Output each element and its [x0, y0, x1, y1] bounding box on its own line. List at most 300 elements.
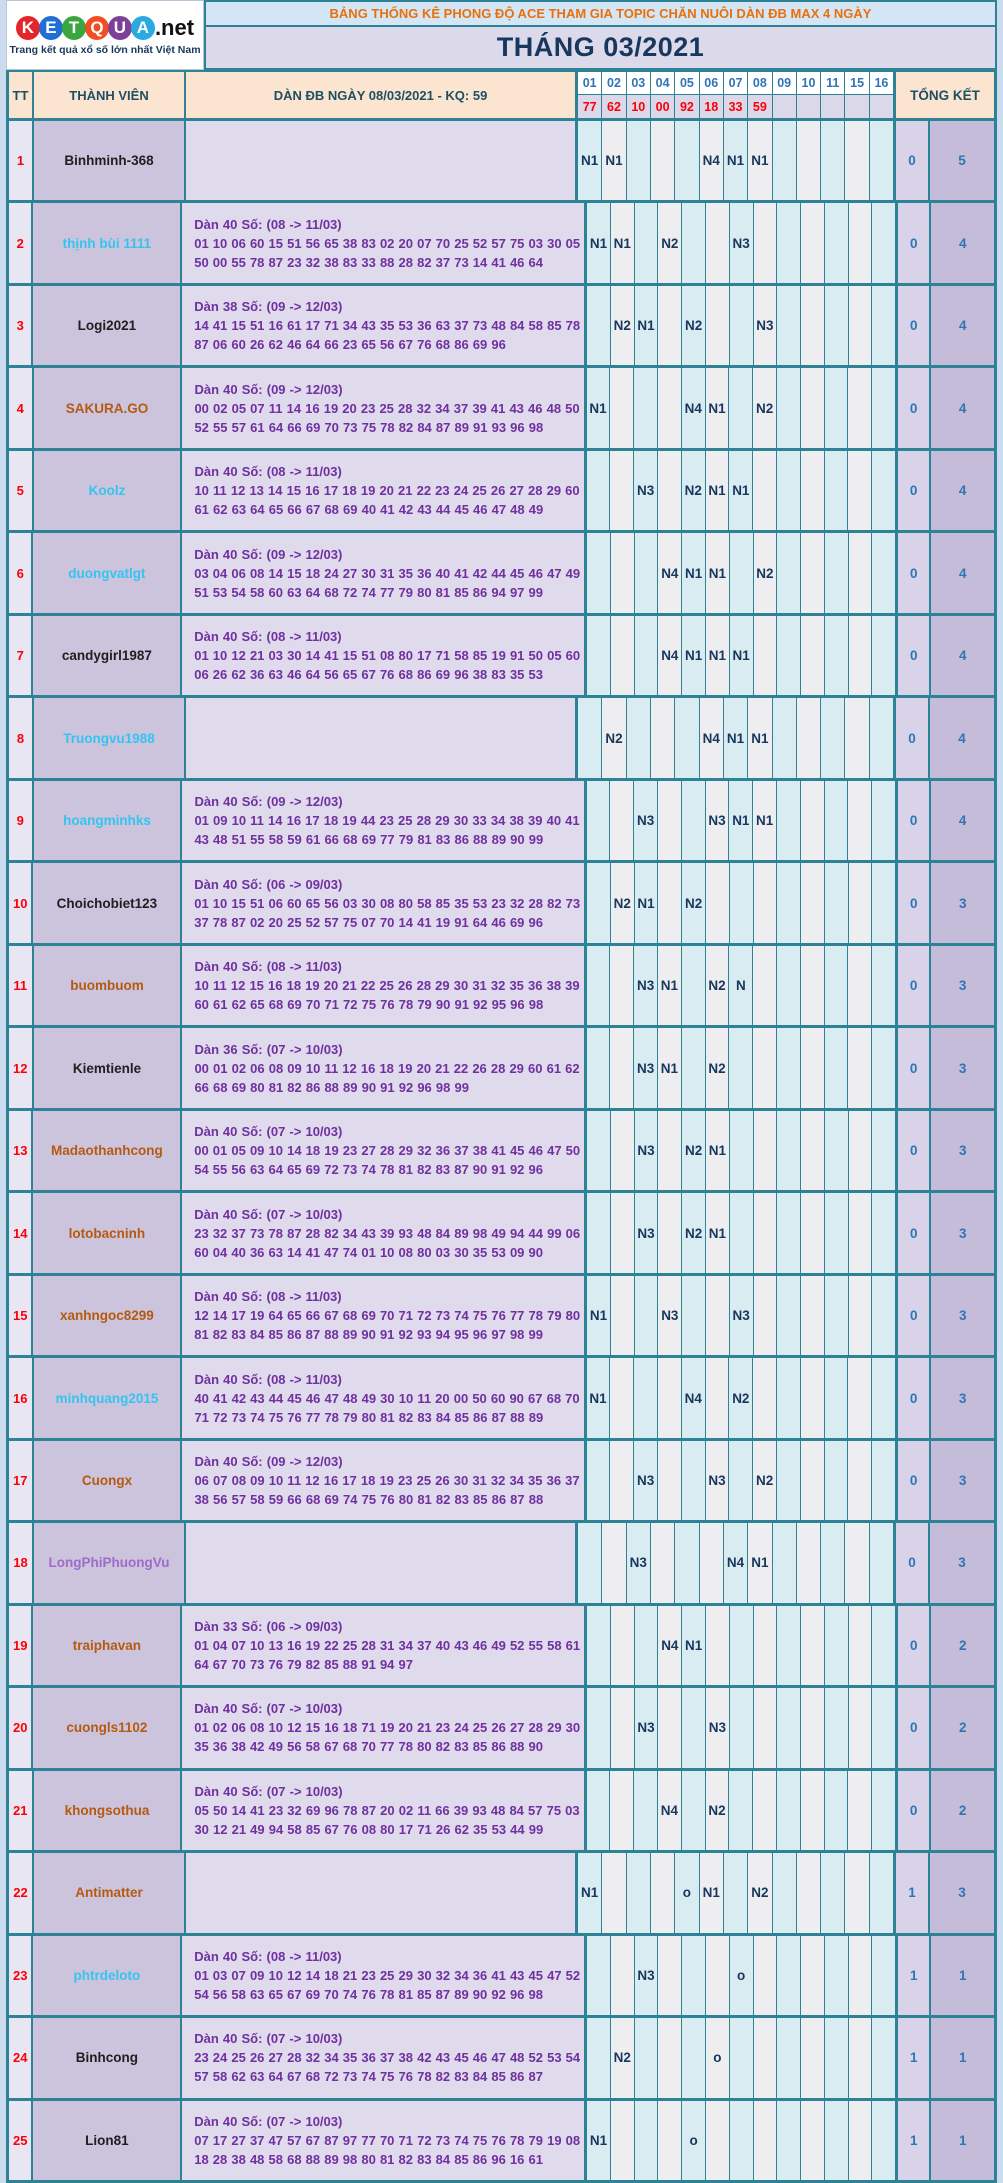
mark-cell: [848, 1936, 872, 2015]
member-name[interactable]: minhquang2015: [34, 1358, 183, 1437]
row-number: 13: [9, 1111, 33, 1190]
mark-cell: N3: [634, 1936, 658, 2015]
mark-cell: [705, 2101, 729, 2180]
mark-cell: [800, 2018, 824, 2097]
mark-cell: [657, 2018, 681, 2097]
mark-cell: [800, 1441, 824, 1520]
dan-line: Dàn 38 Số: (09 -> 12/03): [194, 299, 343, 315]
total-miss-count: 0: [895, 1193, 929, 1272]
total-miss-count: 0: [895, 1276, 929, 1355]
date-column-header: [747, 72, 771, 118]
mark-cell: [824, 616, 848, 695]
mark-cell: [609, 368, 633, 447]
mark-cell: [824, 863, 848, 942]
dan-line: Dàn 40 Số: (09 -> 12/03): [194, 794, 343, 810]
mark-cell: N2: [752, 368, 776, 447]
row-number: 25: [9, 2101, 33, 2180]
total-score: 2: [929, 1688, 994, 1767]
mark-cell: N3: [633, 451, 657, 530]
mark-cell: [610, 533, 634, 612]
mark-cell: [776, 368, 800, 447]
member-name[interactable]: phtrdeloto: [33, 1936, 182, 2015]
mark-cell: [844, 121, 868, 200]
logo-wordmark: [16, 15, 194, 41]
dan-numbers: [182, 1688, 584, 1767]
date-label: 04: [651, 72, 674, 95]
logo-letter-icon: E: [39, 16, 63, 40]
mark-cell: N3: [634, 1193, 658, 1272]
row-number: 7: [9, 616, 33, 695]
dan-line: 51 53 54 58 60 63 64 68 72 74 77 79 80 81 85 86 94 97 99: [194, 584, 543, 600]
mark-cell: [871, 1193, 895, 1272]
mark-cell: [776, 1028, 800, 1107]
mark-cell: [848, 863, 872, 942]
dan-line: 54 55 56 63 64 65 69 72 73 74 78 81 82 83 87 90 91 92 96: [194, 1162, 543, 1178]
mark-cell: [824, 451, 848, 530]
dan-numbers: [182, 368, 583, 447]
table-row: [9, 2015, 994, 2097]
result-value: 59: [748, 95, 771, 118]
row-number: 24: [9, 2018, 33, 2097]
mark-cell: [800, 946, 824, 1025]
dan-line: 03 04 06 08 14 15 18 24 27 30 31 35 36 40 41 42 44 45 46 47 49: [194, 565, 581, 581]
mark-cell: [729, 1193, 753, 1272]
row-number: 6: [9, 533, 33, 612]
mark-cell: [681, 781, 705, 860]
mark-cell: N4: [657, 1771, 681, 1850]
mark-cell: [824, 1028, 848, 1107]
mark-cell: [871, 1358, 895, 1437]
mark-cell: [824, 1358, 848, 1437]
mark-cell: N4: [699, 121, 723, 200]
mark-cell: [800, 1771, 824, 1850]
dan-line: 10 11 12 13 14 15 16 17 18 19 20 21 22 23 24 25 26 27 28 29 60: [194, 483, 580, 499]
member-name[interactable]: xanhngoc8299: [33, 1276, 182, 1355]
dan-line: 60 04 40 36 63 14 41 47 74 01 10 08 80 03 30 35 53 09 90: [194, 1244, 543, 1260]
mark-cell: [587, 533, 610, 612]
logo-letter-icon: A: [131, 16, 155, 40]
mark-cell: [610, 1276, 634, 1355]
member-name[interactable]: khongsothua: [34, 1771, 183, 1850]
month-title: THÁNG 03/2021: [204, 27, 997, 70]
mark-cell: [824, 1193, 848, 1272]
dan-line: 00 01 02 06 08 09 10 11 12 16 18 19 20 21 22 26 28 29 60 61 62: [194, 1060, 580, 1076]
mark-cells: [584, 203, 895, 282]
mark-cell: [824, 946, 848, 1025]
total-miss-count: 0: [895, 286, 929, 365]
mark-cell: [871, 781, 895, 860]
mark-cell: [657, 1936, 681, 2015]
mark-cell: [609, 946, 633, 1025]
mark-cell: N3: [633, 781, 657, 860]
mark-cell: [657, 368, 681, 447]
date-column-header: [796, 72, 820, 118]
row-number: 12: [9, 1028, 34, 1107]
member-name[interactable]: lotobacninh: [33, 1193, 182, 1272]
mark-cell: [610, 1606, 634, 1685]
mark-cell: [824, 1111, 848, 1190]
mark-cell: [800, 286, 824, 365]
mark-cell: [800, 1193, 824, 1272]
table-row: [9, 1273, 994, 1355]
mark-cell: N4: [657, 533, 681, 612]
mark-cells: [584, 1111, 895, 1190]
mark-cell: N: [728, 946, 752, 1025]
mark-cell: [610, 1936, 634, 2015]
mark-cell: [871, 2101, 895, 2180]
mark-cell: [871, 2018, 895, 2097]
row-number: 21: [9, 1771, 34, 1850]
dan-line: 54 56 58 63 65 67 69 70 74 76 78 81 85 87 89 90 92 96 98: [194, 1986, 543, 2002]
mark-cell: [634, 1606, 658, 1685]
mark-cell: [634, 533, 658, 612]
mark-cell: N2: [705, 946, 729, 1025]
result-value: 10: [627, 95, 650, 118]
dan-numbers: [186, 698, 575, 777]
mark-cell: [609, 1771, 633, 1850]
total-miss-count: 0: [895, 616, 929, 695]
mark-cell: [847, 451, 871, 530]
mark-cells: [584, 616, 895, 695]
member-name[interactable]: Binhcong: [33, 2018, 182, 2097]
mark-cell: N2: [681, 863, 705, 942]
logo-letter-icon: T: [62, 16, 86, 40]
col-header-member: THÀNH VIÊN: [34, 72, 186, 118]
mark-cell: [869, 121, 893, 200]
mark-cell: [728, 368, 752, 447]
table-row: [9, 1933, 994, 2015]
mark-cell: N3: [753, 286, 777, 365]
total-miss-count: 1: [895, 2018, 929, 2097]
mark-cells: [584, 781, 895, 860]
member-name[interactable]: Cuongx: [34, 1441, 183, 1520]
member-name[interactable]: traiphavan: [33, 1606, 182, 1685]
result-value: 77: [578, 95, 601, 118]
mark-cell: N2: [705, 1028, 729, 1107]
mark-cell: [776, 286, 800, 365]
mark-cell: N2: [747, 1853, 771, 1932]
dan-line: 18 28 38 48 58 68 88 89 98 80 81 82 83 84 85 86 96 16 61: [194, 2151, 543, 2167]
mark-cell: [650, 698, 674, 777]
mark-cell: [610, 1193, 634, 1272]
mark-cell: [587, 781, 610, 860]
mark-cell: o: [705, 2018, 729, 2097]
mark-cell: [705, 1276, 729, 1355]
date-label: 08: [748, 72, 771, 95]
header-bars: [204, 0, 997, 70]
mark-cell: [776, 203, 800, 282]
table-row: [9, 2098, 994, 2180]
dan-line: 57 58 62 63 64 67 68 72 73 74 75 76 78 82 83 84 85 86 87: [194, 2069, 543, 2085]
dan-line: 87 06 60 26 62 46 64 66 23 65 56 67 76 68 86 69 96: [194, 337, 506, 353]
mark-cell: [578, 1523, 601, 1602]
mark-cell: N1: [705, 368, 729, 447]
total-score: 3: [929, 863, 994, 942]
date-column-header: [578, 72, 601, 118]
member-name[interactable]: LongPhiPhuongVu: [34, 1523, 186, 1602]
mark-cell: [800, 533, 824, 612]
dan-line: 06 07 08 09 10 11 12 16 17 18 19 23 25 26 30 31 32 34 35 36 37: [194, 1472, 580, 1488]
total-miss-count: 0: [895, 1606, 929, 1685]
table-row: [9, 365, 994, 447]
total-score: 1: [929, 2018, 994, 2097]
dan-line: Dàn 40 Số: (08 -> 11/03): [194, 216, 342, 232]
row-number: 17: [9, 1441, 34, 1520]
mark-cell: [847, 1441, 871, 1520]
result-value: 33: [724, 95, 747, 118]
mark-cells: [584, 286, 895, 365]
mark-cell: N1: [587, 2101, 610, 2180]
mark-cell: N3: [633, 1441, 657, 1520]
mark-cell: [650, 1853, 674, 1932]
page-header: [6, 0, 997, 70]
mark-cell: [705, 1936, 729, 2015]
dan-numbers: [186, 1523, 575, 1602]
member-name[interactable]: cuongls1102: [33, 1688, 182, 1767]
mark-cell: [776, 1276, 800, 1355]
mark-cell: [681, 1276, 705, 1355]
total-miss-count: 0: [895, 781, 929, 860]
mark-cell: [848, 1688, 872, 1767]
mark-cells: [584, 1441, 895, 1520]
mark-cell: [800, 1936, 824, 2015]
mark-cell: [633, 1358, 657, 1437]
mark-cell: [657, 1193, 681, 1272]
mark-cell: N1: [747, 698, 771, 777]
mark-cell: [753, 1688, 777, 1767]
mark-cell: [587, 946, 610, 1025]
mark-cell: o: [729, 1936, 753, 2015]
mark-cell: [609, 781, 633, 860]
member-name[interactable]: Kiemtienle: [34, 1028, 183, 1107]
dan-line: Dàn 40 Số: (07 -> 10/03): [194, 1124, 343, 1140]
table-row: [9, 200, 994, 282]
mark-cell: [871, 533, 895, 612]
mark-cell: [705, 203, 729, 282]
member-name[interactable]: Truongvu1988: [34, 698, 186, 777]
mark-cell: [587, 451, 610, 530]
mark-cell: N3: [633, 1028, 657, 1107]
mark-cell: [699, 1523, 723, 1602]
dan-numbers: [182, 1771, 583, 1850]
mark-cell: N2: [681, 286, 705, 365]
site-logo[interactable]: [6, 0, 204, 70]
row-number: 3: [9, 286, 33, 365]
mark-cell: [847, 781, 871, 860]
dan-line: 01 10 15 51 06 60 65 56 03 30 08 80 58 85 35 53 23 32 28 82 73: [194, 895, 581, 911]
mark-cell: [844, 1853, 868, 1932]
mark-cell: N1: [634, 286, 658, 365]
mark-cell: N3: [729, 203, 753, 282]
mark-cell: N1: [601, 121, 625, 200]
date-column-header: [820, 72, 844, 118]
total-score: 3: [929, 1358, 994, 1437]
mark-cell: [848, 2018, 872, 2097]
mark-cell: N3: [705, 1441, 729, 1520]
total-miss-count: 0: [893, 698, 928, 777]
date-label: 11: [821, 72, 844, 95]
mark-cell: [800, 203, 824, 282]
mark-cell: [674, 1523, 698, 1602]
mark-cell: [800, 1028, 824, 1107]
date-label: 05: [675, 72, 698, 95]
member-name[interactable]: Binhminh-368: [34, 121, 186, 200]
table-row: [9, 1108, 994, 1190]
dan-line: Dàn 40 Số: (08 -> 11/03): [194, 1948, 342, 1964]
mark-cell: N1: [681, 1606, 705, 1685]
mark-cell: N3: [634, 1688, 658, 1767]
mark-cell: [601, 1853, 625, 1932]
mark-cell: [871, 368, 895, 447]
member-name[interactable]: Choichobiet123: [33, 863, 182, 942]
total-miss-count: 0: [895, 368, 929, 447]
mark-cell: [753, 863, 777, 942]
mark-cell: [752, 451, 776, 530]
member-name[interactable]: Madaothanhcong: [33, 1111, 182, 1190]
date-label: 06: [700, 72, 723, 95]
mark-cell: [587, 1771, 610, 1850]
dan-line: 01 03 07 09 10 12 14 18 21 23 25 29 30 32 34 36 41 43 45 47 52: [194, 1967, 581, 1983]
dan-line: Dàn 40 Số: (07 -> 10/03): [194, 1701, 343, 1717]
dan-numbers: [182, 616, 584, 695]
member-name[interactable]: candygirl1987: [33, 616, 182, 695]
mark-cell: [824, 1276, 848, 1355]
mark-cell: [657, 1441, 681, 1520]
row-number: 23: [9, 1936, 33, 2015]
total-miss-count: 0: [895, 1028, 929, 1107]
table-row: [9, 1850, 994, 1932]
total-score: 3: [929, 1441, 994, 1520]
dan-line: 50 00 55 78 87 23 32 38 83 33 88 28 82 37 73 14 41 46 64: [194, 254, 543, 270]
mark-cell: [626, 1853, 650, 1932]
member-name[interactable]: Koolz: [34, 451, 183, 530]
member-name[interactable]: duongvatlgt: [33, 533, 182, 612]
total-score: 3: [929, 946, 994, 1025]
mark-cell: N1: [587, 1358, 610, 1437]
member-name[interactable]: buombuom: [34, 946, 183, 1025]
mark-cell: [610, 616, 634, 695]
total-miss-count: 0: [893, 1523, 928, 1602]
mark-cell: [847, 1358, 871, 1437]
col-header-total: TỔNG KẾT: [893, 72, 994, 118]
dan-line: Dàn 40 Số: (08 -> 11/03): [194, 629, 342, 645]
mark-cell: N1: [729, 616, 753, 695]
mark-cells: [584, 1276, 895, 1355]
mark-cells: [584, 2018, 895, 2097]
dan-line: 61 62 63 64 65 66 67 68 69 40 41 42 43 44 45 46 47 48 49: [194, 502, 544, 518]
date-column-header: [626, 72, 650, 118]
mark-cell: N1: [747, 121, 771, 200]
mark-cell: [776, 1111, 800, 1190]
row-number: 15: [9, 1276, 33, 1355]
mark-cell: [847, 1028, 871, 1107]
row-number: 2: [9, 203, 33, 282]
mark-cell: N1: [634, 863, 658, 942]
dan-line: 01 04 07 10 13 16 19 22 25 28 31 34 37 40 43 46 49 52 55 58 61: [194, 1637, 581, 1653]
mark-cell: [820, 1853, 844, 1932]
logo-suffix: .net: [154, 14, 195, 40]
mark-cell: [650, 121, 674, 200]
row-number: 16: [9, 1358, 34, 1437]
mark-cell: [610, 1688, 634, 1767]
mark-cell: N1: [578, 1853, 601, 1932]
member-name[interactable]: hoangminhks: [34, 781, 183, 860]
mark-cell: [753, 2018, 777, 2097]
total-score: 2: [929, 1771, 994, 1850]
result-value: 00: [651, 95, 674, 118]
member-name[interactable]: Logi2021: [33, 286, 182, 365]
mark-cell: [848, 203, 872, 282]
result-value: [821, 95, 844, 118]
dan-line: 43 48 51 55 58 59 61 66 68 69 77 79 81 83 86 88 89 90 99: [194, 832, 544, 848]
total-score: 4: [929, 616, 994, 695]
date-label: 03: [627, 72, 650, 95]
mark-cell: [824, 1771, 848, 1850]
dan-numbers: [182, 2101, 584, 2180]
mark-cell: [728, 1441, 752, 1520]
mark-cell: [871, 616, 895, 695]
mark-cells: [584, 946, 895, 1025]
mark-cell: [776, 946, 800, 1025]
mark-cell: [634, 1276, 658, 1355]
mark-cell: [729, 286, 753, 365]
table-row: [9, 1768, 994, 1850]
mark-cell: N4: [657, 616, 681, 695]
member-name[interactable]: SAKURA.GO: [34, 368, 183, 447]
date-column-header: [601, 72, 625, 118]
dan-numbers: [182, 451, 583, 530]
mark-cell: [776, 616, 800, 695]
mark-cell: [609, 1028, 633, 1107]
mark-cell: [587, 1193, 610, 1272]
result-value: 92: [675, 95, 698, 118]
mark-cell: N1: [728, 451, 752, 530]
mark-cells: [584, 1606, 895, 1685]
total-miss-count: 0: [895, 1111, 929, 1190]
mark-cell: [776, 1606, 800, 1685]
total-score: 4: [929, 368, 994, 447]
mark-cell: [633, 1771, 657, 1850]
table-row: [9, 1520, 994, 1602]
member-name[interactable]: thịnh bùi 1111: [33, 203, 182, 282]
mark-cell: N1: [681, 533, 705, 612]
mark-cells: [584, 368, 895, 447]
mark-cell: [848, 1111, 872, 1190]
col-header-tt: TT: [9, 72, 34, 118]
mark-cells: [584, 1193, 895, 1272]
mark-cell: [796, 698, 820, 777]
row-number: 20: [9, 1688, 33, 1767]
member-name[interactable]: Antimatter: [34, 1853, 186, 1932]
dan-line: 38 56 57 58 59 66 68 69 74 75 76 80 81 82 83 85 86 87 88: [194, 1491, 544, 1507]
mark-cell: [820, 698, 844, 777]
member-name[interactable]: Lion81: [33, 2101, 182, 2180]
total-score: 3: [929, 1276, 994, 1355]
dan-numbers: [186, 121, 575, 200]
table-row: [9, 943, 994, 1025]
mark-cell: N1: [657, 1028, 681, 1107]
mark-cell: [800, 1606, 824, 1685]
dan-line: 01 10 12 21 03 30 14 41 15 51 08 80 17 71 58 85 19 91 50 05 60: [194, 648, 581, 664]
mark-cell: [587, 1028, 610, 1107]
dan-line: 64 67 70 73 76 79 82 85 88 91 94 97: [194, 1656, 413, 1672]
mark-cell: N4: [681, 368, 705, 447]
dan-line: 23 24 25 26 27 28 32 34 35 36 37 38 42 43 45 46 47 48 52 53 54: [194, 2050, 581, 2066]
mark-cell: [657, 781, 681, 860]
total-score: 4: [929, 533, 994, 612]
mark-cell: [681, 1936, 705, 2015]
mark-cell: [824, 1606, 848, 1685]
